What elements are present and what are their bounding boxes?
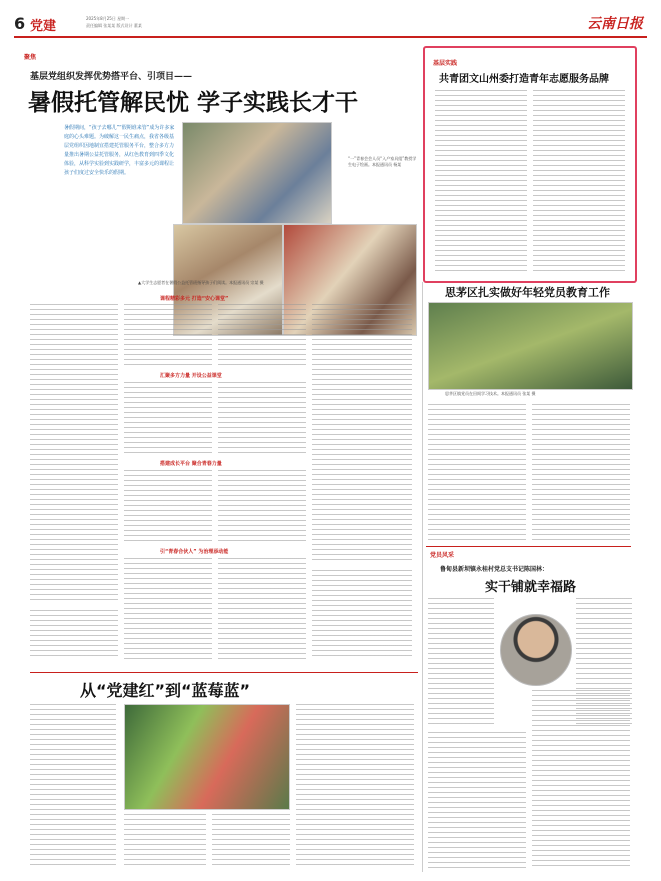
lead-body-col1	[30, 304, 118, 600]
lead-subheading-1: 课程精彩多元 打造“安心课堂”	[160, 296, 229, 302]
middle-headline: 思茅区扎实做好年轻党员教育工作	[445, 286, 610, 299]
header-meta-1: 2025年8月25日 星期一	[86, 16, 130, 21]
lead-tag: 聚焦	[24, 54, 37, 61]
lead-body-col4d	[312, 570, 412, 660]
lead-body-col2	[124, 304, 212, 366]
lead-subheading-4: 引“青春合伙人” 为治理添动能	[160, 549, 229, 555]
sidebar-body-right	[533, 90, 625, 272]
middle-body-right	[532, 404, 630, 542]
caption-bottom: ▲大学生志愿者在暑假公益托管班指导孩子们阅读。本报通讯员 宗某 摄	[138, 280, 264, 285]
page-number: 6	[14, 14, 26, 33]
lead-body-col2d	[124, 558, 212, 660]
bottom-body-col1	[30, 704, 116, 868]
profile-body-bottom-right	[532, 690, 630, 868]
lead-headline: 暑假托管解民忧 学子实践长才干	[28, 90, 359, 116]
header-meta-2: 责任编辑 张某某 版式设计 董某	[86, 23, 142, 28]
lead-body-col4	[312, 304, 412, 564]
page-header	[14, 12, 647, 40]
bottom-body-col2	[124, 814, 206, 868]
lead-photo-main	[182, 122, 332, 224]
column-divider	[422, 282, 423, 872]
bottom-photo	[124, 704, 290, 810]
lead-story	[18, 52, 420, 302]
profile-tag: 党员风采	[430, 552, 455, 559]
bottom-rule	[30, 672, 418, 673]
profile-rule	[426, 546, 631, 547]
bottom-body-col3	[212, 814, 290, 868]
lead-body-col3c	[218, 470, 306, 544]
masthead-logo: 云南日报	[587, 16, 643, 32]
lead-body-col3d	[218, 558, 306, 660]
lead-body-col3b	[218, 382, 306, 456]
middle-photo	[428, 302, 633, 390]
lead-subheading-3: 搭建成长平台 聚合青春力量	[160, 461, 222, 467]
sidebar-body-left	[435, 90, 527, 272]
lead-body-col3	[218, 304, 306, 366]
profile-body-bottom-left	[428, 732, 526, 868]
section-title: 党建	[30, 19, 57, 34]
caption-right: “一”青春会会人员“入户家具组”教授学生电子绘画。本报通讯员 杨某	[348, 156, 417, 167]
header-rule	[14, 36, 647, 38]
profile-headline: 实干铺就幸福路	[485, 580, 577, 595]
lead-subheading-2: 汇聚多方力量 开设公益课堂	[160, 373, 222, 379]
sidebar-tag: 基层实践	[433, 60, 458, 67]
sidebar-box	[423, 46, 637, 283]
profile-portrait	[500, 614, 572, 686]
lead-body-col1d	[30, 610, 118, 660]
middle-photo-caption: 思茅区镇党员在田间学习技术。本报通讯员 张某 摄	[445, 391, 536, 396]
profile-kicker: 鲁甸县新坝镇永桂村党总支书记陈国林：	[440, 566, 549, 573]
lead-body-col2c	[124, 470, 212, 544]
lead-intro: 暑假期间，“孩子去哪儿”“假期谁来管”成为许多家庭的心头难题。为破解这一民生痛点，我省各级基层党组织因地制宜搭建托管服务平台，整合多方力量推出暑期公益托管服务，从红色教育到四季文化体验，从科学实验到实践研学，丰富多元的课程让孩子们度过安全快乐的假期。	[64, 125, 175, 176]
middle-body-left	[428, 404, 526, 542]
sidebar-headline: 共青团文山州委打造青年志愿服务品牌	[439, 74, 609, 85]
lead-body-col2b	[124, 382, 212, 456]
lead-kicker: 基层党组织发挥优势搭平台、引项目——	[30, 72, 193, 82]
profile-body-left	[428, 598, 494, 728]
bottom-headline: 从“党建红”到“蓝莓蓝”	[80, 681, 251, 700]
bottom-body-col4	[296, 704, 414, 868]
